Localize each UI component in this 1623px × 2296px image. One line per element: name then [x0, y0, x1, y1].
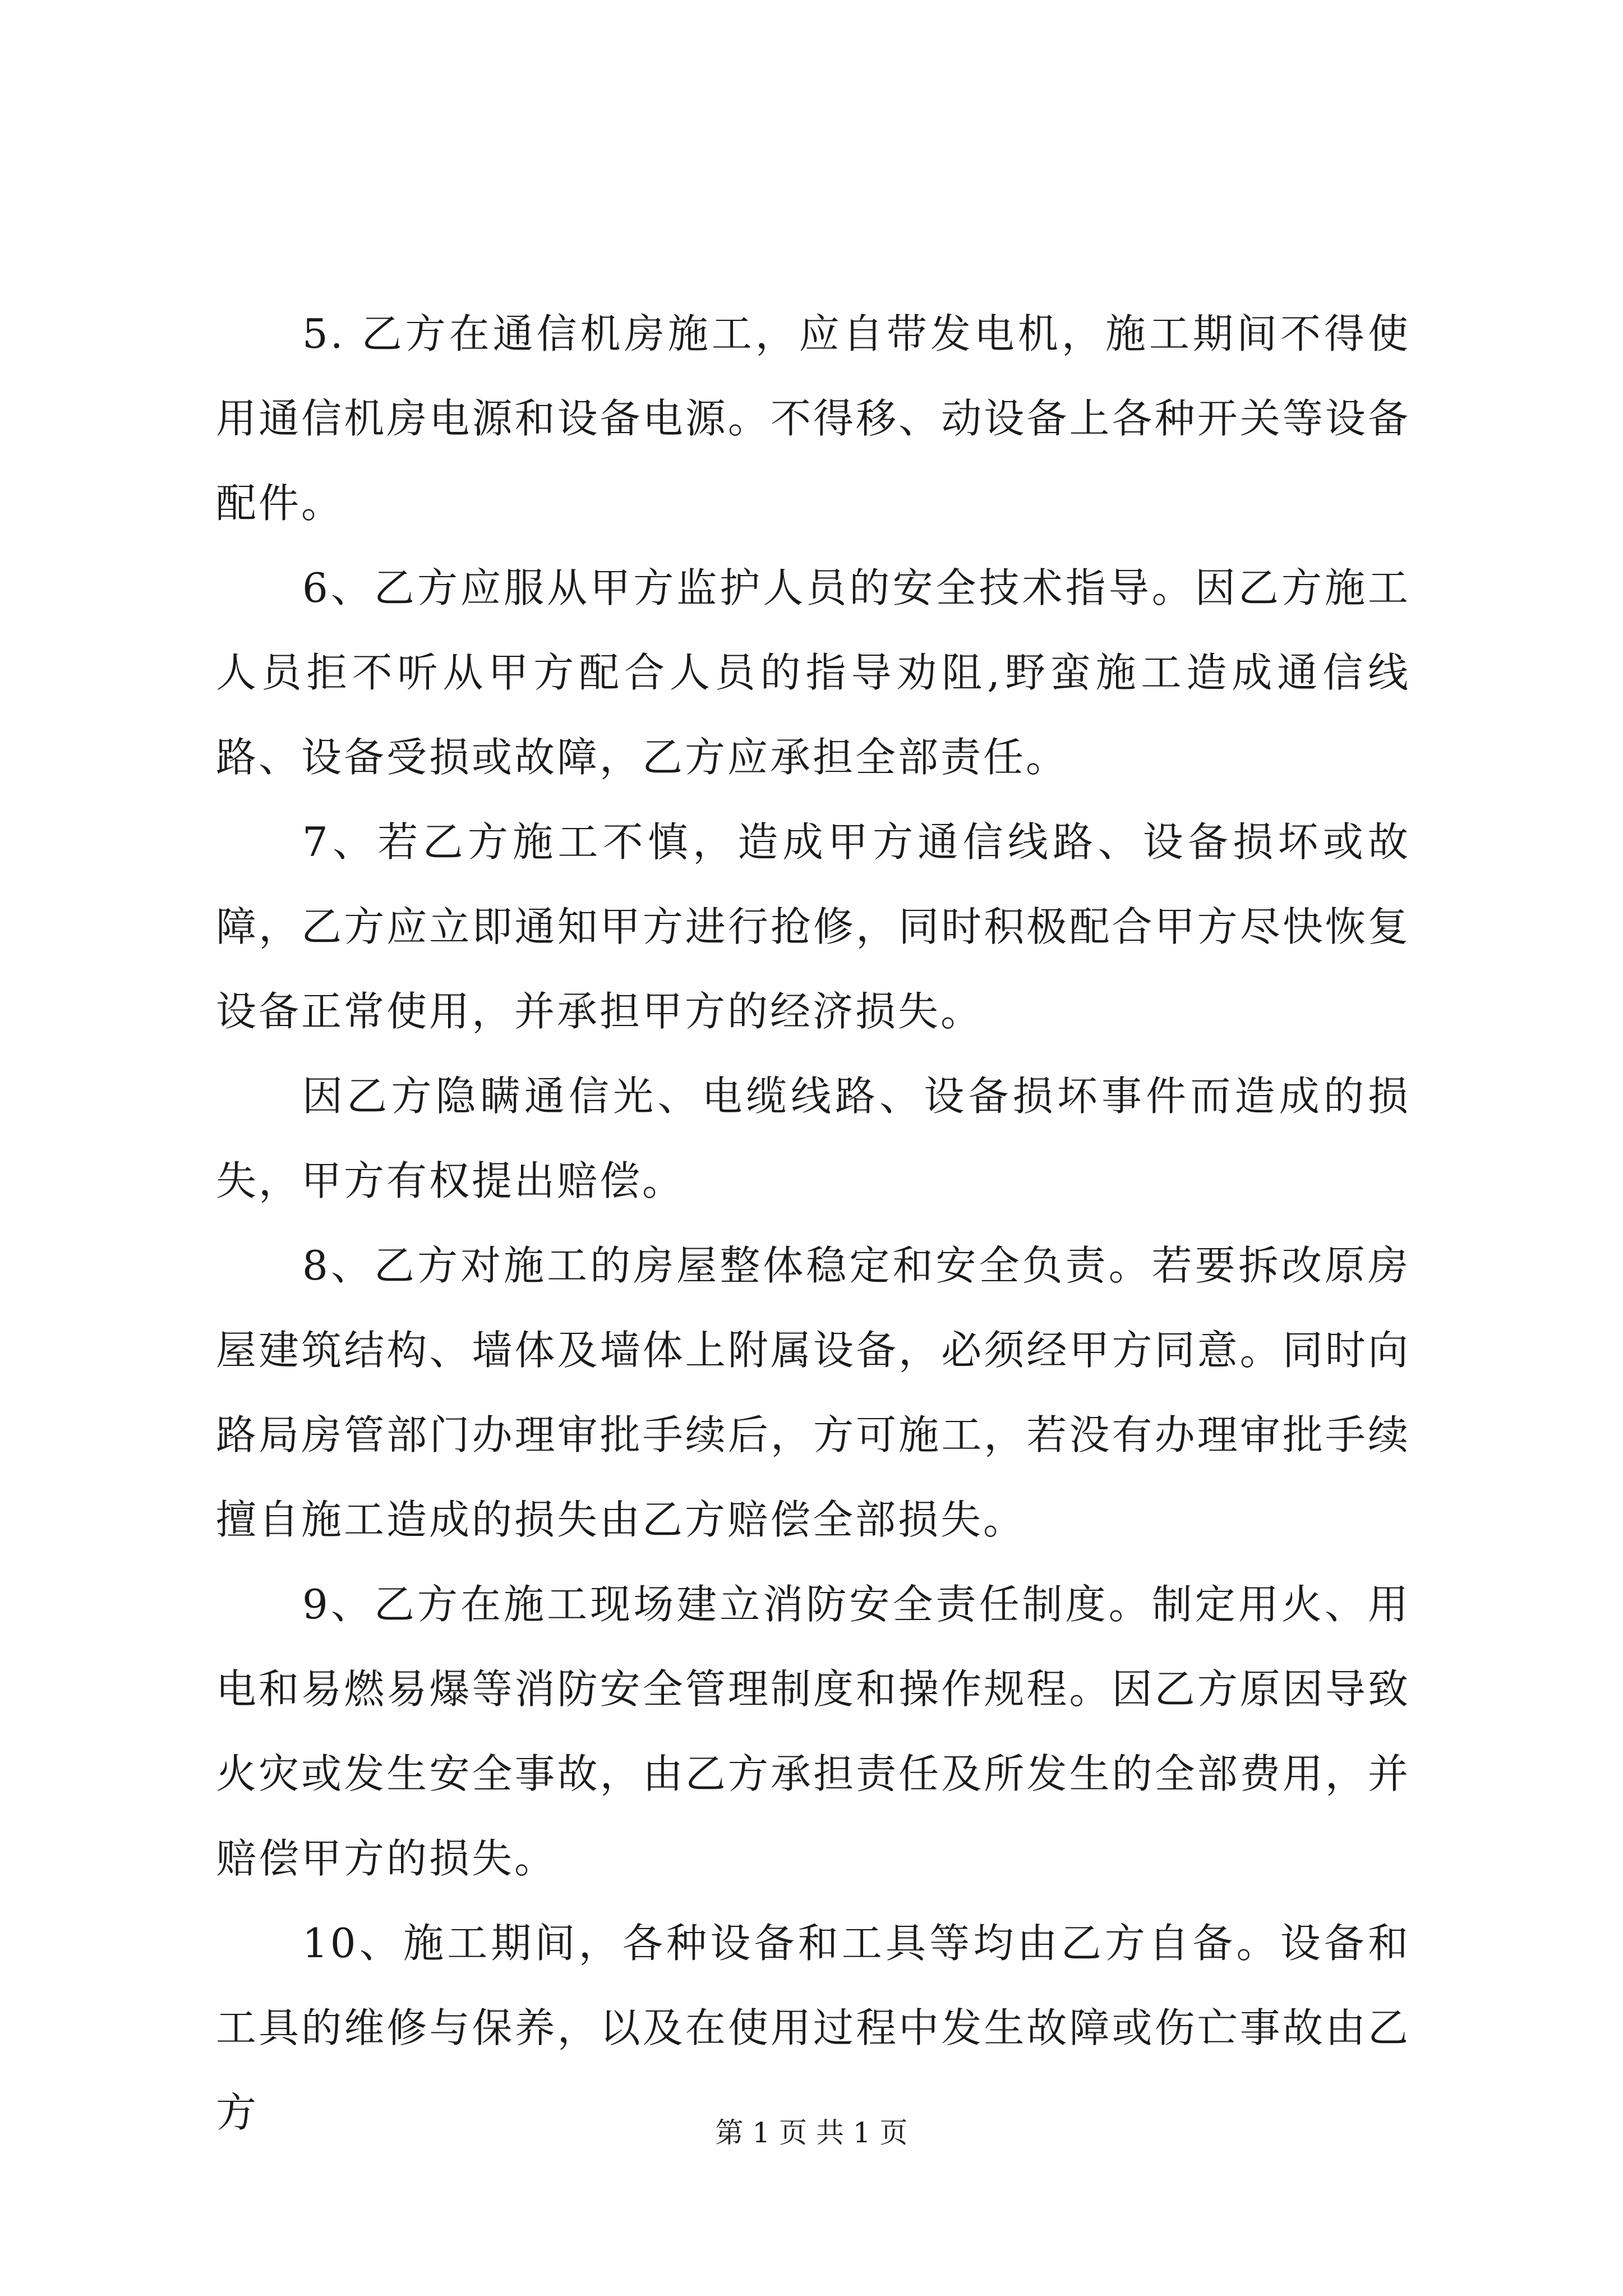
paragraph-7: 7、若乙方施工不慎，造成甲方通信线路、设备损坏或故障，乙方应立即通知甲方进行抢修，同时积极配合甲方尽快恢复设备正常使用，并承担甲方的经济损失。: [216, 818, 1410, 1035]
paragraph-6: 6、乙方应服从甲方监护人员的安全技术指导。因乙方施工人员拒不听从甲方配合人员的指导劝阻,野蛮施工造成通信线路、设备受损或故障，乙方应承担全部责任。: [216, 564, 1410, 781]
paragraph-8: 8、乙方对施工的房屋整体稳定和安全负责。若要拆改原房屋建筑结构、墙体及墙体上附属设备，必须经甲方同意。同时向路局房管部门办理审批手续后，方可施工，若没有办理审批手续擅自施工造成的损失由乙方赔偿全部损失。: [216, 1242, 1410, 1543]
paragraph-7-note: 因乙方隐瞒通信光、电缆线路、设备损坏事件而造成的损失，甲方有权提出赔偿。: [216, 1073, 1410, 1204]
paragraph-10: 10、施工期间，各种设备和工具等均由乙方自备。设备和工具的维修与保养，以及在使用过程中发生故障或伤亡事故由乙方: [216, 1920, 1410, 2136]
paragraph-9: 9、乙方在施工现场建立消防安全责任制度。制定用火、用电和易燃易爆等消防安全管理制度和操作规程。因乙方原因导致火灾或发生安全事故，由乙方承担责任及所发生的全部费用，并赔偿甲方的损失。: [216, 1581, 1410, 1882]
page-footer: 第 1 页 共 1 页: [715, 2116, 908, 2149]
paragraph-5: 5. 乙方在通信机房施工，应自带发电机，施工期间不得使用通信机房电源和设备电源。不得移、动设备上各种开关等设备配件。: [216, 310, 1410, 527]
document-body: [216, 292, 1410, 2155]
